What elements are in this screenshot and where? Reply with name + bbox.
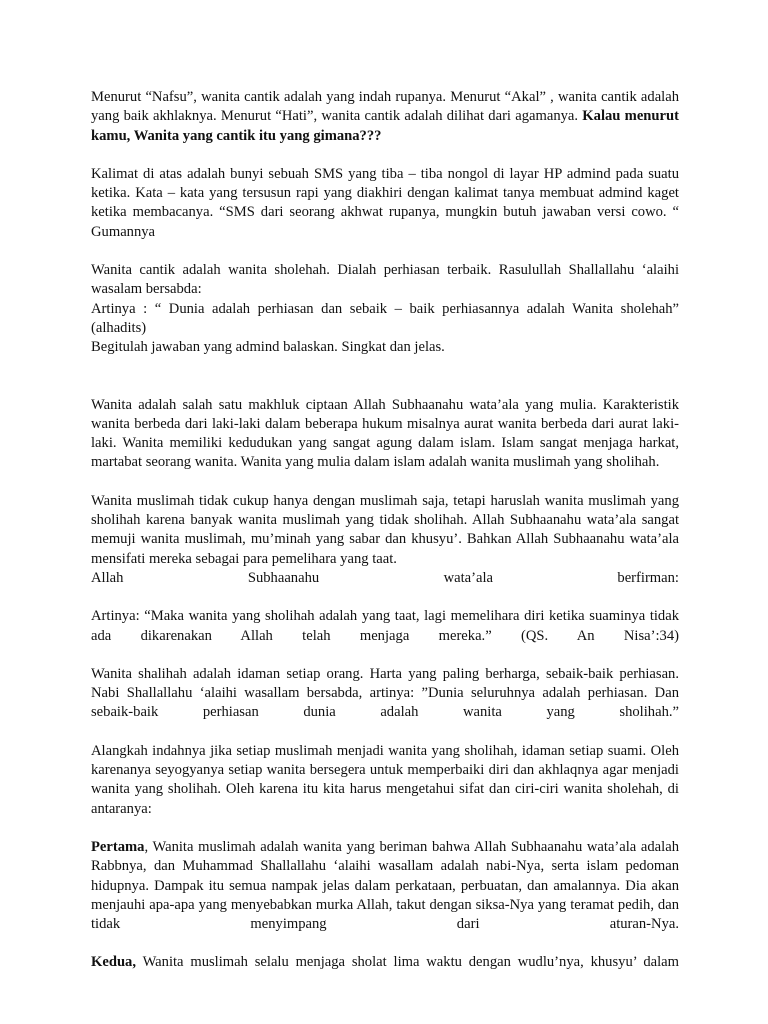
- intro-paragraph: [91, 88, 679, 146]
- muslimah-paragraph: Wanita muslimah tidak cukup hanya dengan muslimah saja, tetapi haruslah wanita muslimah yang sholihah karena banyak wanita muslimah yang tidak sholihah. Allah Subhaanahu wata’ala sangat memuji wanita muslimah, mu’minah yang sabar dan khusyu’. Bahkan Allah Subhaanahu wata’ala mensifati mereka sebagai para pemelihara yang taat.: [91, 492, 679, 567]
- answer-line-2: Artinya : “ Dunia adalah perhiasan dan sebaik – baik perhiasannya adalah Wanita sholehah” (alhadits): [91, 300, 679, 336]
- pertama-text: , Wanita muslimah adalah wanita yang beriman bahwa Allah Subhaanahu wata’ala adalah Rabbnya, dan Muhammad Shallallahu ‘alaihi wasallam adalah nabi-Nya, serta islam pedoman hidupnya. Dampak itu semua nampak jelas dalam perkataan, perbuatan, dan amalannya. Dia akan menjauhi apa-apa yang menyebabkan murka Allah, takut dengan siksa-Nya yang teramat pedih, dan tidak menyimpang dari aturan-Nya.: [91, 838, 679, 933]
- firman-line: Allah Subhaanahu wata’ala berfirman:: [91, 569, 679, 586]
- answer-line-3: Begitulah jawaban yang admind balaskan. Singkat dan jelas.: [91, 339, 445, 356]
- sms-paragraph: Kalimat di atas adalah bunyi sebuah SMS yang tiba – tiba nongol di layar HP admind pada suatu ketika. Kata – kata yang tersusun rapi yang diakhiri dengan kalimat tanya membuat admind kaget ketika membacanya. “SMS dari seorang akhwat rupanya, mungkin butuh jawaban versi cowo. “ Gumannya: [91, 165, 679, 240]
- pertama-paragraph: [91, 838, 679, 934]
- alangkah-paragraph: Alangkah indahnya jika setiap muslimah menjadi wanita yang sholihah, idaman setiap suami. Oleh karenanya seyogyanya setiap wanita bersegera untuk memperbaiki diri dan akhlaqnya agar menjadi wanita yang sholihah. Oleh karena itu kita harus mengetahui sifat dan ciri-ciri wanita sholehah, di antaranya:: [91, 742, 679, 817]
- idaman-paragraph: Wanita shalihah adalah idaman setiap orang. Harta yang paling berharga, sebaik-baik perhiasan. Nabi Shallallahu ‘alaihi wasallam bersabda, artinya: ”Dunia seluruhnya adalah perhiasan. Dan sebaik-baik perhiasan dunia adalah wanita yang sholihah.”: [91, 665, 679, 721]
- kedua-text: Wanita muslimah selalu menjaga sholat lima waktu dengan wudlu’nya, khusyu’ dalam: [136, 954, 679, 971]
- makhluk-paragraph: Wanita adalah salah satu makhluk ciptaan Allah Subhaanahu wata’ala yang mulia. Karakteristik wanita berbeda dari laki-laki dalam beberapa hukum misalnya aurat wanita berbeda dari aurat laki-laki. Wanita memiliki kedudukan yang sangat agung dalam islam. Islam sangat menjaga harkat, martabat seorang wanita. Wanita yang mulia dalam islam adalah wanita muslimah yang sholihah.: [91, 396, 679, 471]
- kedua-paragraph: [91, 953, 679, 972]
- artinya-quran-paragraph: Artinya: “Maka wanita yang sholihah adalah yang taat, lagi memelihara diri ketika suaminya tidak ada dikarenakan Allah telah menjaga mereka.” (QS. An Nisa’:34): [91, 608, 679, 644]
- document-page: [91, 88, 679, 992]
- intro-text: Menurut “Nafsu”, wanita cantik adalah yang indah rupanya. Menurut “Akal” , wanita cantik adalah yang baik akhlaknya. Menurut “Hati”, wanita cantik adalah dilihat dari agamanya.: [91, 89, 679, 125]
- pertama-label: Pertama: [91, 838, 145, 855]
- kedua-label: Kedua,: [91, 954, 137, 971]
- intro-bold-question: Kalau menurut kamu, Wanita yang cantik itu yang gimana???: [91, 108, 679, 144]
- answer-line-1: Wanita cantik adalah wanita sholehah. Dialah perhiasan terbaik. Rasulullah Shallallahu ‘alaihi wasalam bersabda:: [91, 262, 679, 298]
